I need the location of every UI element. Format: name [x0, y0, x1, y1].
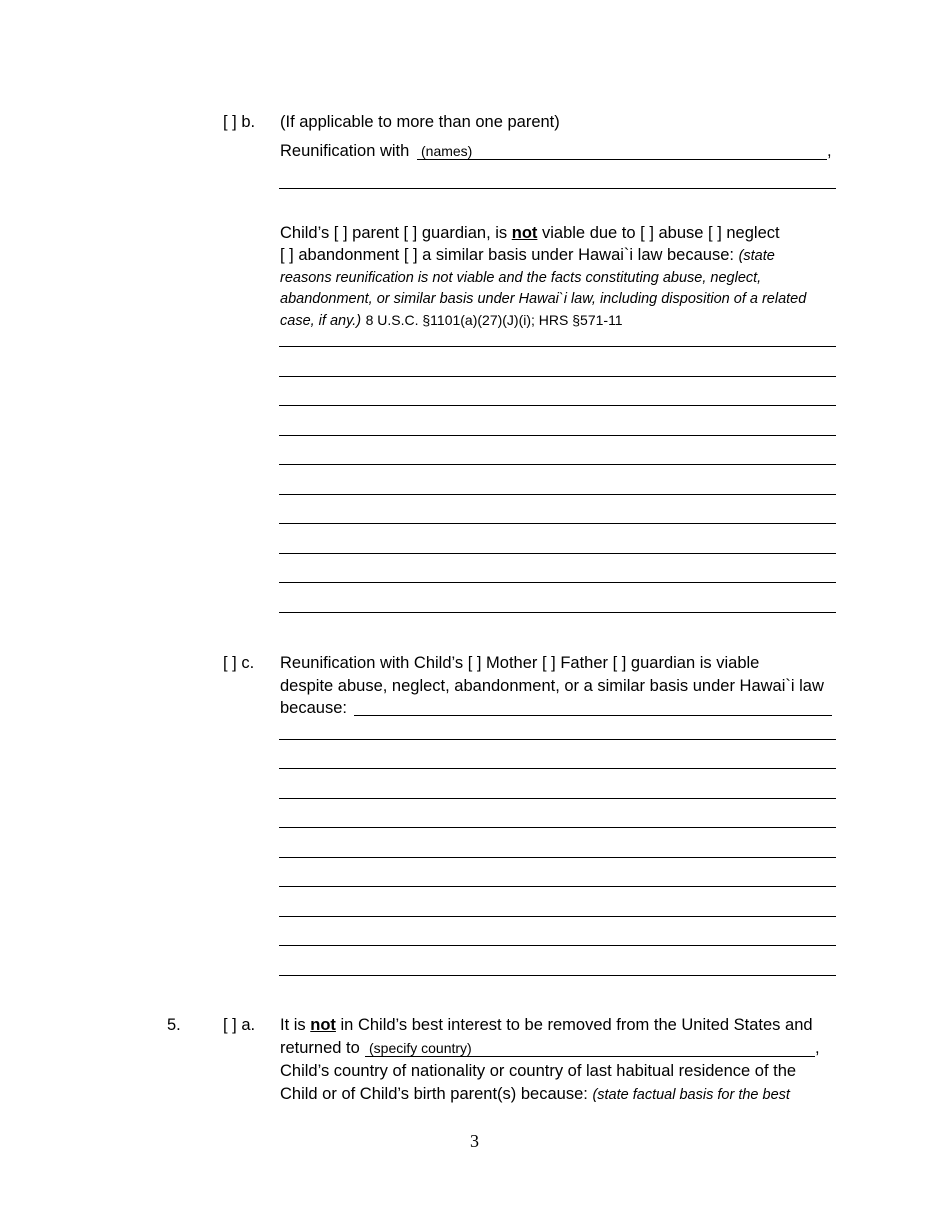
- names-hint: (names): [421, 143, 473, 159]
- viable-reason-line[interactable]: [279, 886, 836, 887]
- country-input-line[interactable]: [365, 1056, 815, 1057]
- reason-line[interactable]: [279, 582, 836, 583]
- reason-line[interactable]: [279, 346, 836, 347]
- best-interest-line-1-b: in Child’s best interest to be removed from the United States and: [340, 1016, 813, 1034]
- viable-reason-line[interactable]: [279, 798, 836, 799]
- viable-reason-line[interactable]: [279, 945, 836, 946]
- best-interest-line-4: [280, 1084, 790, 1105]
- names-input-line[interactable]: [417, 159, 827, 160]
- viable-reason-line[interactable]: [279, 739, 836, 740]
- viable-line-2: despite abuse, neglect, abandonment, or a similar basis under Hawai`i law: [280, 677, 824, 695]
- country-comma: ,: [815, 1039, 820, 1057]
- reason-line[interactable]: [279, 494, 836, 495]
- viable-reason-line[interactable]: [279, 827, 836, 828]
- state-reasons-instruction-2: reasons reunification is not viable and the facts constituting abuse, neglect,: [280, 270, 762, 286]
- legal-citation: 8 U.S.C. §1101(a)(27)(J)(i); HRS §571-11: [365, 312, 623, 328]
- not-viable-line-1-b[interactable]: viable due to [ ] abuse [ ] neglect: [542, 224, 780, 242]
- option-b-marker[interactable]: [ ] b.: [223, 113, 256, 131]
- returned-to-label: returned to: [280, 1039, 360, 1057]
- viable-reason-line[interactable]: [279, 768, 836, 769]
- option-c-marker[interactable]: [ ] c.: [223, 654, 255, 672]
- reason-line[interactable]: [279, 435, 836, 436]
- viable-reason-line[interactable]: [279, 916, 836, 917]
- names-continuation-line[interactable]: [279, 188, 836, 189]
- option-5a-marker[interactable]: [ ] a.: [223, 1016, 256, 1034]
- factual-basis-instruction: (state factual basis for the best: [592, 1087, 790, 1103]
- reunification-with-label: Reunification with: [280, 142, 410, 160]
- case-if-any: case, if any.): [280, 313, 362, 329]
- best-interest-line-4-a: Child or of Child’s birth parent(s) because:: [280, 1085, 588, 1103]
- not-viable-line-1-a[interactable]: Child’s [ ] parent [ ] guardian, is: [280, 224, 508, 242]
- reason-line[interactable]: [279, 405, 836, 406]
- page-number: 3: [470, 1131, 479, 1151]
- not-emphasis: not: [511, 224, 538, 242]
- not-viable-line-2-a[interactable]: [ ] abandonment [ ] a similar basis under Hawai`i law because:: [280, 246, 734, 264]
- section-5-number: 5.: [167, 1016, 181, 1034]
- not-viable-line-2: [280, 245, 775, 266]
- best-interest-line-1-a: It is: [280, 1016, 306, 1034]
- option-b-heading: (If applicable to more than one parent): [280, 113, 560, 131]
- specify-country-hint: (specify country): [369, 1040, 472, 1056]
- names-comma: ,: [827, 142, 832, 160]
- reason-line[interactable]: [279, 523, 836, 524]
- state-reasons-instruction-3: abandonment, or similar basis under Hawai`i law, including disposition of a related: [280, 291, 807, 307]
- best-interest-line-3: Child’s country of nationality or country of last habitual residence of the: [280, 1062, 797, 1080]
- viable-reason-line[interactable]: [279, 857, 836, 858]
- reason-line[interactable]: [279, 376, 836, 377]
- viable-reason-line[interactable]: [279, 975, 836, 976]
- not-viable-line-1: [280, 223, 780, 243]
- reason-line[interactable]: [279, 464, 836, 465]
- state-reasons-instruction-start: (state: [738, 248, 775, 264]
- reason-line[interactable]: [279, 612, 836, 613]
- state-reasons-instruction-4: [280, 310, 623, 331]
- reason-line[interactable]: [279, 553, 836, 554]
- because-label: because:: [280, 699, 347, 717]
- viable-line-1[interactable]: Reunification with Child’s [ ] Mother [ ] Father [ ] guardian is viable: [280, 654, 760, 672]
- because-input-line[interactable]: [354, 715, 832, 716]
- not-emphasis-2: not: [310, 1016, 336, 1034]
- best-interest-line-1: [280, 1015, 813, 1035]
